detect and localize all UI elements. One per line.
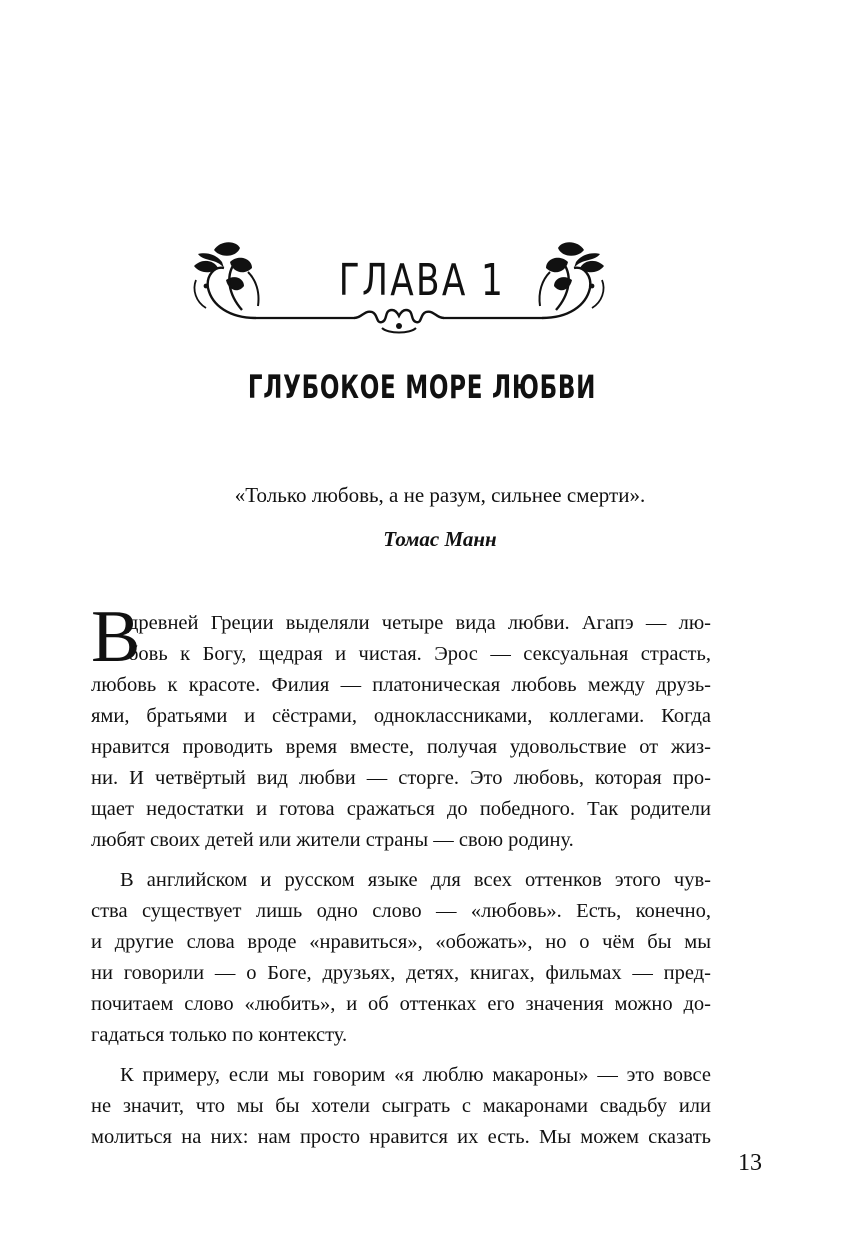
text-line: гадаться только по контексту.	[91, 1024, 348, 1046]
text-line: В английском и русском языке для всех оттенков этого чув-	[120, 869, 711, 891]
paragraph	[91, 865, 711, 1051]
text-line: не значит, что мы бы хотели сыграть с макаронами свадьбу или	[91, 1095, 711, 1117]
chapter-title: ГЛАВА 1	[338, 255, 506, 306]
drop-cap: В	[91, 596, 141, 678]
paragraph	[91, 596, 711, 856]
text-line: любят своих детей или жители страны — свою родину.	[91, 829, 574, 851]
page-number: 13	[738, 1150, 762, 1176]
paragraph	[91, 1060, 711, 1153]
text-line: К примеру, если мы говорим «я люблю макароны» — это вовсе	[120, 1064, 711, 1086]
epigraph-quote: «Только любовь, а не разум, сильнее смерти».	[234, 483, 646, 507]
epigraph-author: Томас Манн	[383, 527, 497, 551]
chapter-subtitle: ГЛУБОКОЕ МОРЕ ЛЮБВИ	[247, 368, 597, 406]
text-line: почитаем слово «любить», и об оттенках его значения можно до-	[91, 993, 711, 1015]
text-line: любовь к красоте. Филия — платоническая любовь между друзь-	[91, 674, 711, 696]
text-line: молиться на них: нам просто нравится их есть. Мы можем сказать	[91, 1126, 711, 1148]
text-line: нравится проводить время вместе, получая удовольствие от жиз-	[91, 736, 711, 758]
text-line: и другие слова вроде «нравиться», «обожать», но о чём бы мы	[91, 931, 711, 953]
text-line: ства существует лишь одно слово — «любовь». Есть, конечно,	[91, 900, 711, 922]
text-line: ни говорили — о Боге, друзьях, детях, книгах, фильмах — пред-	[91, 962, 711, 984]
text-line: ни. И четвёртый вид любви — сторге. Это любовь, которая про-	[91, 767, 711, 789]
text-line: древней Греции выделяли четыре вида любви. Агапэ — лю-	[128, 612, 711, 634]
body-text	[91, 596, 711, 1153]
text-line: ями, братьями и сёстрами, одноклассниками, коллегами. Когда	[91, 705, 711, 727]
text-line: бовь к Богу, щедрая и чистая. Эрос — сексуальная страсть,	[128, 643, 711, 665]
text-line: щает недостатки и готова сражаться до победного. Так родители	[91, 798, 711, 820]
